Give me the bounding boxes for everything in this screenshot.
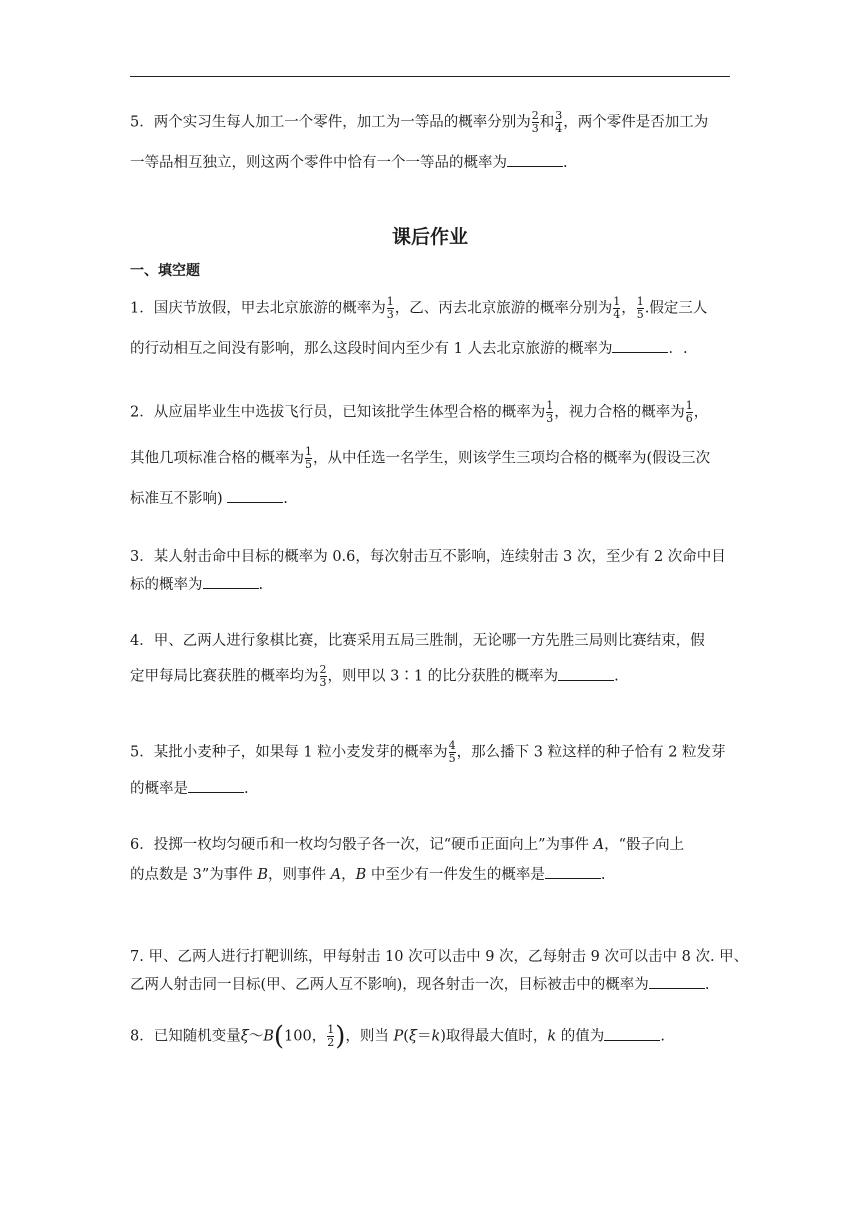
fraction: $\frac{1}{6}$ [685,399,693,425]
fraction: $\frac{2}{3}$ [531,109,539,135]
q2-line3: 标准互不影响) . [130,491,288,507]
q7-line1: 7. 甲、乙两人进行打靶训练，甲每射击 10 次可以击中 9 次，乙每射击 9 次可以击中 8 次. 甲、 [130,949,749,965]
q4-line2: 定甲每局比赛获胜的概率均为 $\frac{2}{3}$ ，则甲以 3∶1 的比分获胜的概率为 . [130,663,619,689]
fraction: $\frac{1}{4}$ [613,295,621,321]
page-title: 课后作业 [391,226,468,248]
answer-blank [203,575,259,589]
q1-line1: 1．国庆节放假，甲去北京旅游的概率为 $\frac{1}{3}$ ，乙、丙去北京旅游的概率分别为 $\frac{1}{4}$ ， $\frac{1}{5}$ .假定三人 [130,295,708,321]
prev-q5-line1: 5．两个实习生每人加工一个零件，加工为一等品的概率分别为 $\frac{2}{3}$ 和 $\frac{3}{4}$ ，两个零件是否加工为 [130,109,709,135]
q3-line2: 标的概率为 . [130,577,264,593]
answer-blank [188,779,244,793]
fraction: $\frac{1}{5}$ [305,445,312,471]
answer-blank [507,153,563,167]
answer-blank [558,667,614,681]
fraction: $\frac{1}{3}$ [546,399,554,425]
top-rule [130,76,730,77]
fraction: $\frac{1}{5}$ [636,295,644,321]
q8-line1: 8．已知随机变量ξ～B(100， $\frac{1}{2}$ )，则当 P(ξ＝k)取得最大值时，k 的值为 . [130,1021,665,1052]
fraction: $\frac{3}{4}$ [555,109,563,135]
answer-blank [227,489,283,503]
q4-line1: 4．甲、乙两人进行象棋比赛，比赛采用五局三胜制，无论哪一方先胜三局则比赛结束，假 [130,633,705,649]
prev-q5-line2: 一等品相互独立，则这两个零件中恰有一个一等品的概率为 . [130,155,568,171]
q3-line1: 3．某人射击命中目标的概率为 0.6，每次射击互不影响，连续射击 3 次，至少有 2 次命中目 [130,549,726,565]
fraction: $\frac{4}{5}$ [448,739,456,765]
fraction: $\frac{2}{3}$ [319,663,327,689]
answer-blank [649,975,705,989]
q5-line1: 5．某批小麦种子，如果每 1 粒小麦发芽的概率为 $\frac{4}{5}$ ，那么播下 3 粒这样的种子恰有 2 粒发芽 [130,739,726,765]
section-heading: 一、填空题 [130,263,200,279]
q7-line2: 乙两人射击同一目标(甲、乙两人互不影响)，现各射击一次，目标被击中的概率为 . [130,977,710,993]
prev-q5-text: 5．两个实习生每人加工一个零件，加工为一等品的概率分别为 [130,114,531,131]
q1-line2: 的行动相互之间没有影响，那么这段时间内至少有 1 人去北京旅游的概率为 ．. [130,341,688,357]
q6-line1: 6．投掷一枚均匀硬币和一枚均匀骰子各一次，记“硬币正面向上”为事件 A，“骰子向上 [130,837,685,853]
fraction: $\frac{1}{2}$ [327,1023,335,1049]
answer-blank [545,865,601,879]
q2-line2: 其他几项标准合格的概率为 $\frac{1}{5}$ ，从中任选一名学生，则该学生三项均合格的概率为(假设三次 [130,445,711,471]
fraction: $\frac{1}{3}$ [386,295,394,321]
q5-line2: 的概率是 . [130,781,249,797]
q2-line1: 2．从应届毕业生中选拔飞行员，已知该批学生体型合格的概率为 $\frac{1}{3}$ ，视力合格的概率为 $\frac{1}{6}$ ， [130,399,709,425]
answer-blank [604,1027,660,1041]
q6-line2: 的点数是 3”为事件 B，则事件 A，B 中至少有一件发生的概率是 . [130,867,606,883]
answer-blank [612,339,668,353]
